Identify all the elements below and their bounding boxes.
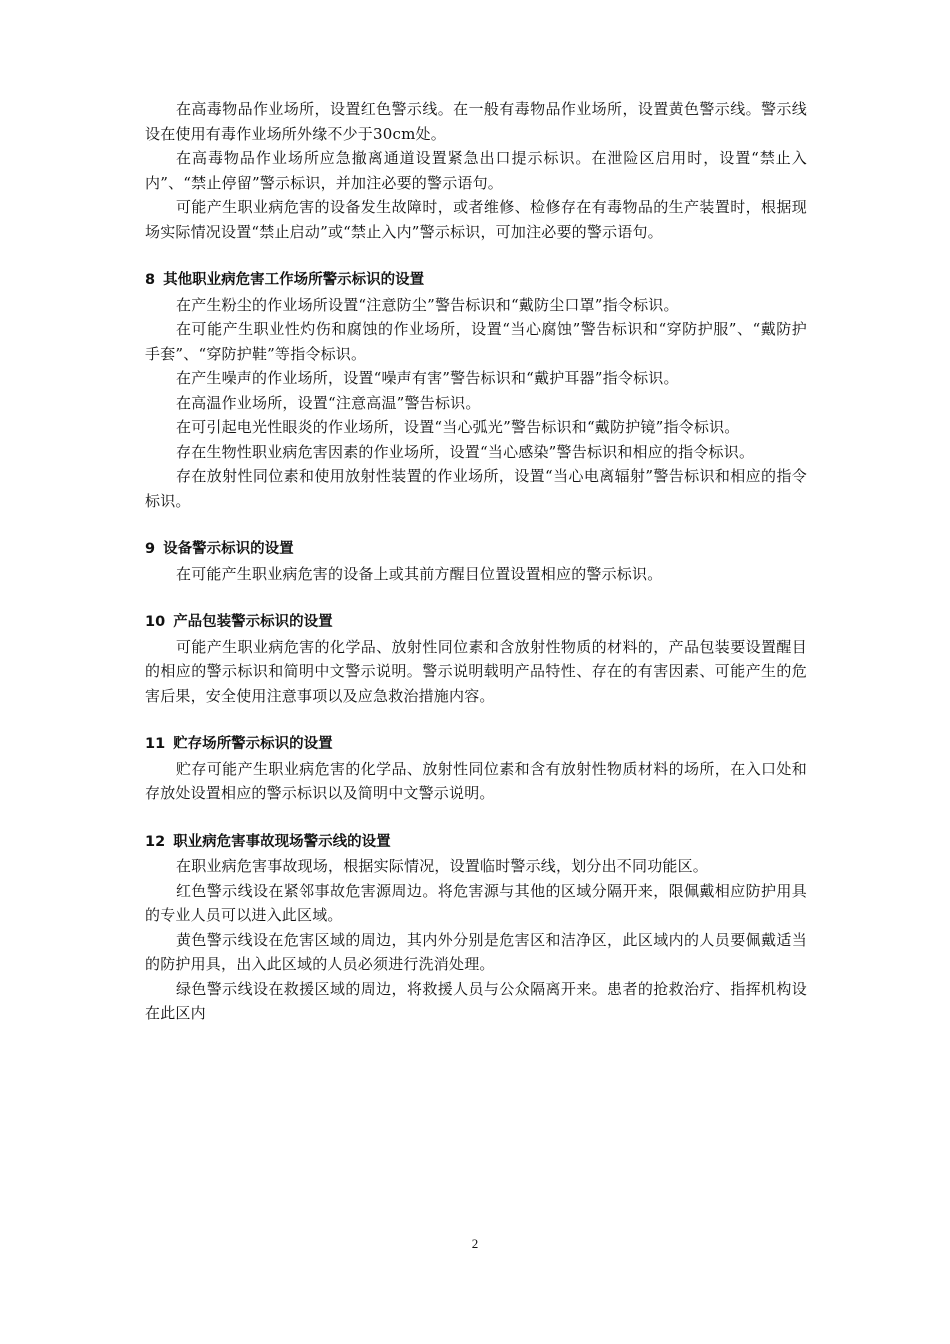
document-body	[145, 97, 807, 1026]
section-number: 9	[145, 541, 156, 557]
section-heading	[145, 732, 807, 757]
section-number: 11	[145, 736, 166, 752]
section-8	[145, 268, 807, 513]
section-8-paragraph-4: 在高温作业场所，设置“注意高温”警告标识。	[176, 393, 481, 412]
section-title: 产品包装警示标识的设置	[173, 614, 333, 630]
section-12-paragraph-1: 在职业病危害事故现场，根据实际情况，设置临时警示线，划分出不同功能区。	[176, 857, 709, 875]
section-title: 贮存场所警示标识的设置	[173, 736, 333, 752]
intro-paragraph-3: 可能产生职业病危害的设备发生故障时，或者维修、检修存在有毒物品的生产装置时，根据现场实际情况设置“禁止启动”或“禁止入内”警示标识，可加注必要的警示语句。	[145, 198, 807, 241]
section-8-paragraph-1: 在产生粉尘的作业场所设置“注意防尘”警告标识和“戴防尘口罩”指令标识。	[176, 295, 679, 314]
section-10-paragraph-1: 可能产生职业病危害的化学品、放射性同位素和含放射性物质的材料的，产品包装要设置醒目的相应的警示标识和简明中文警示说明。警示说明载明产品特性、存在的有害因素、可能产生的危害后果，安全使用注意事项以及应急救治措施内容。	[145, 637, 807, 705]
section-heading	[145, 830, 807, 855]
section-8-paragraph-3: 在产生噪声的作业场所，设置“噪声有害”警告标识和“戴护耳器”指令标识。	[176, 369, 679, 387]
section-heading	[145, 537, 807, 562]
section-number: 12	[145, 833, 166, 850]
section-8-paragraph-5: 在可引起电光性眼炎的作业场所，设置“当心弧光”警告标识和“戴防护镜”指令标识。	[176, 418, 740, 436]
section-8-paragraph-2: 在可能产生职业性灼伤和腐蚀的作业场所，设置“当心腐蚀”警告标识和“穿防护服”、“戴防护手套”、“穿防护鞋”等指令标识。	[145, 320, 807, 363]
section-8-paragraph-6: 存在生物性职业病危害因素的作业场所，设置“当心感染”警告标识和相应的指令标识。	[176, 442, 755, 461]
section-heading	[145, 610, 807, 635]
section-title: 设备警示标识的设置	[163, 541, 294, 557]
section-12-paragraph-3: 黄色警示线设在危害区域的周边，其内外分别是危害区和洁净区，此区域内的人员要佩戴适当的防护用具，出入此区域的人员必须进行洗消处理。	[145, 930, 807, 973]
section-heading	[145, 268, 807, 293]
page-number: 2	[471, 1236, 479, 1251]
section-12-paragraph-4: 绿色警示线设在救援区域的周边，将救援人员与公众隔离开来。患者的抢救治疗、指挥机构设在此区内	[145, 979, 807, 1022]
section-10	[145, 610, 807, 708]
section-number: 8	[145, 272, 156, 288]
section-11	[145, 732, 807, 806]
intro-paragraph-2: 在高毒物品作业场所应急撤离通道设置紧急出口提示标识。在泄险区启用时，设置“禁止入内”、“禁止停留”警示标识，并加注必要的警示语句。	[145, 149, 807, 192]
section-9-paragraph-1: 在可能产生职业病危害的设备上或其前方醒目位置设置相应的警示标识。	[176, 564, 663, 583]
section-9	[145, 537, 807, 586]
intro-paragraph-1: 在高毒物品作业场所，设置红色警示线。在一般有毒物品作业场所，设置黄色警示线。警示线设在使用有毒作业场所外缘不少于30cm处。	[145, 100, 807, 143]
section-8-paragraph-7: 存在放射性同位素和使用放射性装置的作业场所，设置“当心电离辐射”警告标识和相应的指令标识。	[145, 467, 807, 510]
section-12	[145, 830, 807, 1026]
section-title: 职业病危害事故现场警示线的设置	[173, 833, 391, 850]
section-11-paragraph-1: 贮存可能产生职业病危害的化学品、放射性同位素和含有放射性物质材料的场所，在入口处和存放处设置相应的警示标识以及简明中文警示说明。	[145, 759, 807, 802]
section-number: 10	[145, 614, 166, 630]
section-12-paragraph-2: 红色警示线设在紧邻事故危害源周边。将危害源与其他的区域分隔开来，限佩戴相应防护用具的专业人员可以进入此区域。	[145, 881, 807, 924]
section-title: 其他职业病危害工作场所警示标识的设置	[163, 272, 425, 288]
